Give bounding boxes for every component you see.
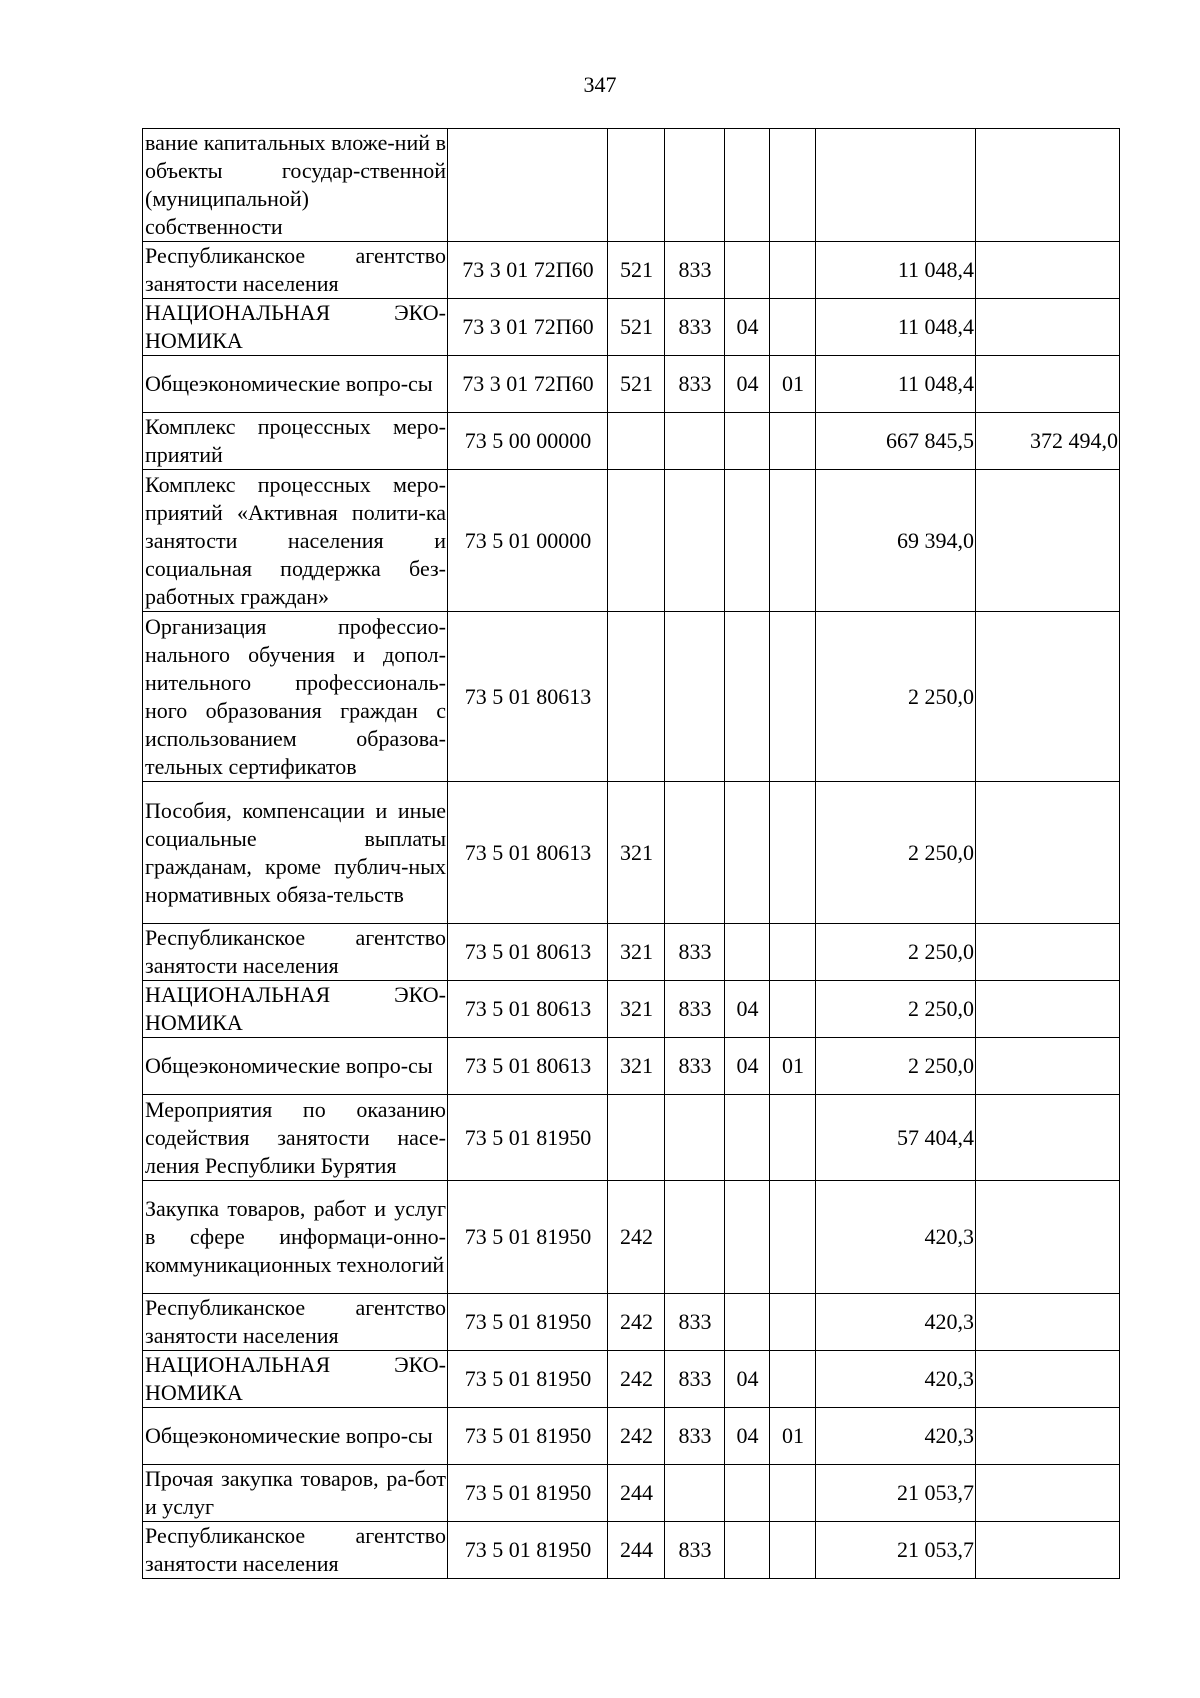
cell-admin-code <box>665 129 725 242</box>
table-row <box>143 299 1120 356</box>
cell-section <box>725 129 770 242</box>
cell-amount-2 <box>976 1181 1120 1294</box>
cell-name: НАЦИОНАЛЬНАЯ ЭКО-НОМИКА <box>143 299 448 356</box>
cell-name: Комплекс процессных меро-приятий <box>143 413 448 470</box>
cell-subsection <box>770 1095 816 1181</box>
cell-amount-1 <box>816 129 976 242</box>
cell-name: Закупка товаров, работ и услуг в сфере информаци-онно-коммуникационных технологий <box>143 1181 448 1294</box>
cell-amount-2 <box>976 1294 1120 1351</box>
cell-admin-code: 833 <box>665 1522 725 1579</box>
cell-expense-type: 242 <box>608 1294 665 1351</box>
cell-admin-code: 833 <box>665 1038 725 1095</box>
cell-target-article: 73 5 01 80613 <box>448 981 608 1038</box>
cell-name: Общеэкономические вопро-сы <box>143 1408 448 1465</box>
cell-name: Республиканское агентство занятости населения <box>143 1522 448 1579</box>
table-row <box>143 1038 1120 1095</box>
table-row <box>143 924 1120 981</box>
cell-amount-1: 57 404,4 <box>816 1095 976 1181</box>
cell-admin-code <box>665 470 725 612</box>
cell-subsection: 01 <box>770 1408 816 1465</box>
cell-section <box>725 1465 770 1522</box>
cell-amount-2 <box>976 299 1120 356</box>
cell-admin-code <box>665 1465 725 1522</box>
cell-section: 04 <box>725 1408 770 1465</box>
cell-section <box>725 1294 770 1351</box>
cell-subsection <box>770 981 816 1038</box>
cell-target-article: 73 3 01 72П60 <box>448 299 608 356</box>
cell-amount-2 <box>976 242 1120 299</box>
cell-name: Республиканское агентство занятости населения <box>143 242 448 299</box>
budget-table <box>142 128 1120 1579</box>
cell-amount-2 <box>976 782 1120 924</box>
cell-admin-code <box>665 782 725 924</box>
table-row <box>143 242 1120 299</box>
cell-amount-2 <box>976 129 1120 242</box>
cell-subsection <box>770 1181 816 1294</box>
table-row <box>143 1095 1120 1181</box>
cell-amount-1: 2 250,0 <box>816 924 976 981</box>
cell-amount-2 <box>976 1038 1120 1095</box>
cell-expense-type: 242 <box>608 1351 665 1408</box>
page-number: 347 <box>583 72 617 97</box>
cell-expense-type: 242 <box>608 1408 665 1465</box>
table-row <box>143 1181 1120 1294</box>
cell-admin-code: 833 <box>665 1408 725 1465</box>
cell-target-article: 73 5 01 81950 <box>448 1351 608 1408</box>
cell-subsection <box>770 129 816 242</box>
cell-expense-type: 321 <box>608 782 665 924</box>
cell-amount-2 <box>976 612 1120 782</box>
cell-amount-1: 420,3 <box>816 1294 976 1351</box>
cell-expense-type: 242 <box>608 1181 665 1294</box>
cell-amount-1: 11 048,4 <box>816 356 976 413</box>
cell-target-article: 73 5 01 80613 <box>448 1038 608 1095</box>
cell-expense-type <box>608 413 665 470</box>
cell-section <box>725 1522 770 1579</box>
cell-expense-type <box>608 1095 665 1181</box>
cell-target-article: 73 3 01 72П60 <box>448 356 608 413</box>
table-row <box>143 413 1120 470</box>
cell-name: Прочая закупка товаров, ра-бот и услуг <box>143 1465 448 1522</box>
table-row <box>143 356 1120 413</box>
cell-admin-code: 833 <box>665 981 725 1038</box>
cell-name: Комплекс процессных меро-приятий «Активная полити-ка занятости населения и социальная поддержка без-работных граждан» <box>143 470 448 612</box>
cell-target-article: 73 5 00 00000 <box>448 413 608 470</box>
cell-target-article: 73 5 01 81950 <box>448 1294 608 1351</box>
cell-amount-1: 21 053,7 <box>816 1465 976 1522</box>
cell-amount-1: 420,3 <box>816 1181 976 1294</box>
table-row <box>143 470 1120 612</box>
cell-target-article: 73 5 01 81950 <box>448 1465 608 1522</box>
cell-section: 04 <box>725 356 770 413</box>
cell-subsection <box>770 242 816 299</box>
table-row <box>143 129 1120 242</box>
cell-admin-code: 833 <box>665 1294 725 1351</box>
cell-admin-code: 833 <box>665 1351 725 1408</box>
cell-name: Мероприятия по оказанию содействия занятости насе-ления Республики Бурятия <box>143 1095 448 1181</box>
cell-subsection <box>770 299 816 356</box>
cell-admin-code: 833 <box>665 356 725 413</box>
cell-amount-2 <box>976 1465 1120 1522</box>
cell-subsection: 01 <box>770 1038 816 1095</box>
cell-amount-1: 420,3 <box>816 1351 976 1408</box>
cell-subsection <box>770 413 816 470</box>
cell-target-article <box>448 129 608 242</box>
table-row <box>143 981 1120 1038</box>
cell-admin-code: 833 <box>665 299 725 356</box>
cell-section: 04 <box>725 1351 770 1408</box>
cell-section: 04 <box>725 299 770 356</box>
cell-expense-type <box>608 470 665 612</box>
cell-section <box>725 413 770 470</box>
cell-subsection <box>770 782 816 924</box>
cell-amount-2 <box>976 924 1120 981</box>
cell-amount-1: 2 250,0 <box>816 612 976 782</box>
cell-section: 04 <box>725 981 770 1038</box>
cell-expense-type: 521 <box>608 356 665 413</box>
table-row <box>143 1408 1120 1465</box>
cell-subsection: 01 <box>770 356 816 413</box>
cell-admin-code <box>665 1181 725 1294</box>
table-row <box>143 1294 1120 1351</box>
cell-expense-type: 521 <box>608 299 665 356</box>
cell-amount-2 <box>976 356 1120 413</box>
cell-admin-code <box>665 413 725 470</box>
cell-admin-code <box>665 612 725 782</box>
cell-target-article: 73 3 01 72П60 <box>448 242 608 299</box>
cell-amount-1: 420,3 <box>816 1408 976 1465</box>
cell-amount-1: 69 394,0 <box>816 470 976 612</box>
cell-section <box>725 1181 770 1294</box>
cell-expense-type: 244 <box>608 1465 665 1522</box>
cell-section <box>725 1095 770 1181</box>
cell-section <box>725 924 770 981</box>
cell-name: Общеэкономические вопро-сы <box>143 356 448 413</box>
cell-expense-type: 321 <box>608 1038 665 1095</box>
cell-amount-1: 667 845,5 <box>816 413 976 470</box>
cell-name: Республиканское агентство занятости населения <box>143 924 448 981</box>
cell-amount-1: 2 250,0 <box>816 981 976 1038</box>
cell-section <box>725 782 770 924</box>
table-row <box>143 782 1120 924</box>
cell-subsection <box>770 1465 816 1522</box>
cell-target-article: 73 5 01 81950 <box>448 1408 608 1465</box>
cell-target-article: 73 5 01 00000 <box>448 470 608 612</box>
cell-subsection <box>770 924 816 981</box>
table-row <box>143 1351 1120 1408</box>
cell-amount-2 <box>976 1095 1120 1181</box>
cell-name: Организация профессио-нального обучения и допол-нительного профессиональ-ного образования граждан с использованием образова-тельных сертификатов <box>143 612 448 782</box>
cell-section <box>725 470 770 612</box>
cell-name: НАЦИОНАЛЬНАЯ ЭКО-НОМИКА <box>143 1351 448 1408</box>
cell-amount-2 <box>976 470 1120 612</box>
cell-admin-code <box>665 1095 725 1181</box>
cell-target-article: 73 5 01 81950 <box>448 1095 608 1181</box>
cell-amount-1: 2 250,0 <box>816 782 976 924</box>
cell-expense-type <box>608 129 665 242</box>
cell-subsection <box>770 470 816 612</box>
cell-amount-1: 11 048,4 <box>816 299 976 356</box>
table-row <box>143 1522 1120 1579</box>
cell-expense-type: 521 <box>608 242 665 299</box>
cell-subsection <box>770 1351 816 1408</box>
cell-subsection <box>770 612 816 782</box>
cell-expense-type <box>608 612 665 782</box>
cell-amount-2: 372 494,0 <box>976 413 1120 470</box>
cell-amount-1: 2 250,0 <box>816 1038 976 1095</box>
cell-name: Республиканское агентство занятости населения <box>143 1294 448 1351</box>
cell-name: вание капитальных вложе-ний в объекты государ-ственной (муниципальной) собственности <box>143 129 448 242</box>
cell-subsection <box>770 1522 816 1579</box>
cell-name: НАЦИОНАЛЬНАЯ ЭКО-НОМИКА <box>143 981 448 1038</box>
cell-amount-1: 11 048,4 <box>816 242 976 299</box>
table-row <box>143 612 1120 782</box>
cell-target-article: 73 5 01 80613 <box>448 612 608 782</box>
cell-name: Пособия, компенсации и иные социальные выплаты гражданам, кроме публич-ных нормативных обяза-тельств <box>143 782 448 924</box>
cell-amount-1: 21 053,7 <box>816 1522 976 1579</box>
cell-admin-code: 833 <box>665 242 725 299</box>
cell-expense-type: 244 <box>608 1522 665 1579</box>
cell-section: 04 <box>725 1038 770 1095</box>
cell-section <box>725 612 770 782</box>
cell-subsection <box>770 1294 816 1351</box>
cell-name: Общеэкономические вопро-сы <box>143 1038 448 1095</box>
table-row <box>143 1465 1120 1522</box>
cell-target-article: 73 5 01 80613 <box>448 924 608 981</box>
cell-amount-2 <box>976 981 1120 1038</box>
cell-admin-code: 833 <box>665 924 725 981</box>
cell-amount-2 <box>976 1351 1120 1408</box>
cell-target-article: 73 5 01 81950 <box>448 1181 608 1294</box>
cell-amount-2 <box>976 1408 1120 1465</box>
cell-target-article: 73 5 01 80613 <box>448 782 608 924</box>
cell-expense-type: 321 <box>608 981 665 1038</box>
cell-target-article: 73 5 01 81950 <box>448 1522 608 1579</box>
cell-section <box>725 242 770 299</box>
cell-expense-type: 321 <box>608 924 665 981</box>
cell-amount-2 <box>976 1522 1120 1579</box>
